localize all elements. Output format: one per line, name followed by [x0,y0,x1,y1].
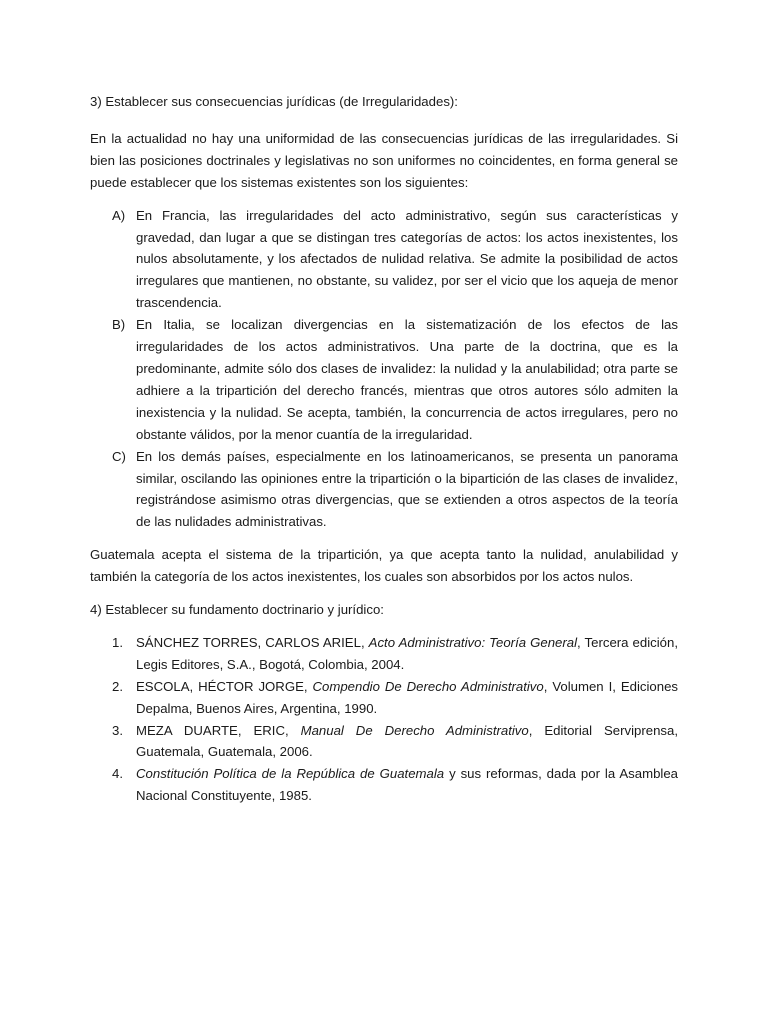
list-item-text: En Francia, las irregularidades del acto administrativo, según sus características y gravedad, dan lugar a que se distingan tres categorías de actos: los actos inexistentes, los nulos absolutamente, y los afectados de nulidad relativa. Se admite la posibilidad de actos irregulares que mantienen, no obstante, su validez, por ser el vicio que los aqueja de menor trascendencia. [136,207,678,311]
section-4-heading: 4) Establecer su fundamento doctrinario y jurídico: [90,602,384,618]
section-3-heading: 3) Establecer sus consecuencias jurídicas (de Irregularidades): [90,94,458,109]
reference-item [90,720,678,764]
reference-authors: MEZA DUARTE, ERIC, [136,722,301,738]
consequences-list [90,205,678,534]
list-item-italy [90,314,678,445]
reference-title: Constitución Política de la República de Guatemala [136,766,445,782]
reference-publication: y sus reformas, dada por la Asamblea Nacional Constituyente, 1985. [136,766,679,804]
list-marker: B) [112,317,126,333]
references-list [90,632,678,807]
list-marker: 3. [112,722,123,738]
section-3-intro: En la actualidad no hay una uniformidad de las consecuencias jurídicas de las irregularidades. Si bien las posiciones doctrinales y legislativas no son uniformes no coincidentes, en forma general se puede establecer que los sistemas existentes son los siguientes: [90,130,678,190]
list-marker: A) [112,207,126,223]
reference-publication: , Volumen I, Ediciones Depalma, Buenos Aires, Argentina, 1990. [136,678,678,716]
reference-title: Acto Administrativo: Teoría General [368,634,578,650]
reference-title: Manual De Derecho Administrativo [300,722,529,738]
reference-item [90,676,678,720]
list-item-france [90,205,678,315]
list-item-other-countries [90,446,678,534]
reference-publication: , Editorial Serviprensa, Guatemala, Guatemala, 2006. [136,722,678,760]
list-item-text: En Italia, se localizan divergencias en la sistematización de los efectos de las irregularidades de los actos administrativos. Una parte de la doctrina, que es la predominante, admite sólo dos clases de invalidez: la nulidad y la anulabilidad; otra parte se adhiere a la tripartición del derecho francés, mientras que otros autores sólo admiten la inexistencia y la nulidad. Se acepta, también, la concurrencia de actos irregulares, pero no obstante válidos, por la menor cuantía de la irregularidad. [136,317,678,442]
list-marker: C) [112,448,126,464]
reference-item [90,763,678,807]
section-3-conclusion: Guatemala acepta el sistema de la tripartición, ya que acepta tanto la nulidad, anulabilidad y también la categoría de los actos inexistentes, los cuales son absorbidos por los actos nulos. [90,547,678,585]
reference-authors: ESCOLA, HÉCTOR JORGE, [136,678,313,694]
document-page [90,91,678,807]
list-marker: 4. [112,766,123,782]
list-item-text: En los demás países, especialmente en los latinoamericanos, se presenta un panorama similar, oscilando las opiniones entre la tripartición o la bipartición de las clases de invalidez, registrándose asimismo otras divergencias, que se extienden a otros aspectos de la teoría de las nulidades administrativas. [136,448,678,530]
reference-publication: , Tercera edición, Legis Editores, S.A., Bogotá, Colombia, 2004. [136,634,679,672]
list-marker: 2. [112,678,123,694]
reference-item [90,632,678,676]
reference-authors: SÁNCHEZ TORRES, CARLOS ARIEL, [136,634,369,650]
list-marker: 1. [112,634,123,650]
reference-title: Compendio De Derecho Administrativo [312,678,544,694]
